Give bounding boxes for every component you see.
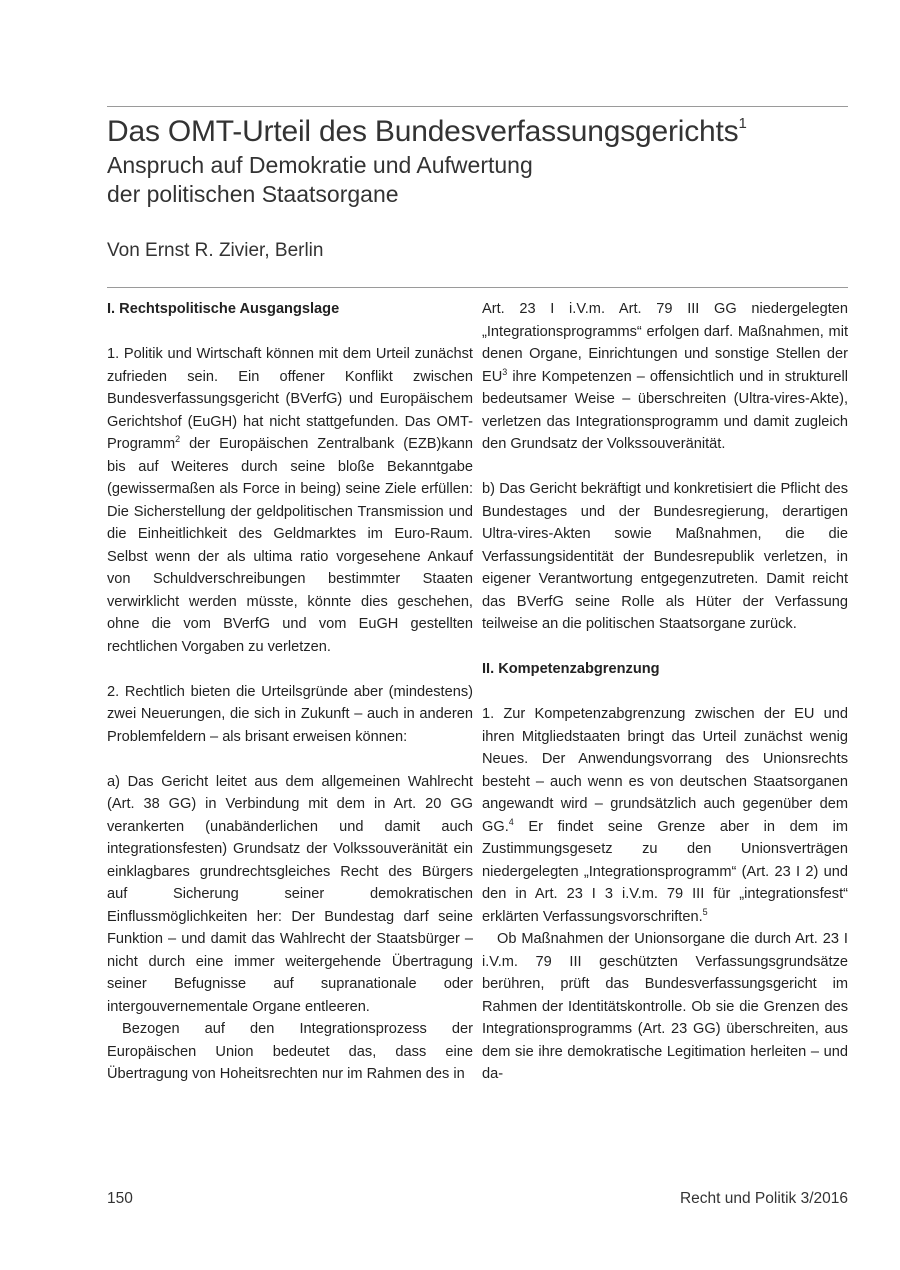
header-divider [107,287,848,288]
right-column [482,298,848,1086]
footnote-marker[interactable]: 4 [508,816,514,827]
paragraph: b) Das Gericht bekräftigt und konkretisiert die Pflicht des Bundestages und der Bundesregierung, derartigen Ultra-vires-Akten sowie Maßnahmen, die die Verfassungsidentität der Bundesrepublik verletzen, in eigener Verantwortung entgegenzutreten. Damit reicht das BVerfG seine Rolle als Hüter der Verfassung teilweise an die politischen Staatsorgane zurück. [482,481,848,632]
paragraph: 1. Zur Kompetenzabgrenzung zwischen der EU und ihren Mitgliedstaaten bringt das Urteil zunächst wenig Neues. Der Anwendungsvorrang des Unionsrechts besteht – auch wenn es von deutschen Staatsorganen angewandt wird – grundsätzlich auch gegenüber dem GG.$^4$ Er findet seine Grenze aber in dem im Zustimmungsgesetz zu den Unionsverträgen niedergelegten „Integrationsprogramm“ (Art. 23 I 2) und den in Art. 23 I 3 i.V.m. 79 III für „integrationsfest“ erklärten Verfassungsvorschriften.$^5$ [482,706,848,925]
paragraph: 2. Rechtlich bieten die Urteilsgründe aber (mindestens) zwei Neuerungen, die sich in Zukunft – auch in anderen Problemfeldern – als brisant erweisen können: [107,683,473,745]
section-heading-2: II. Kompetenzabgrenzung [482,661,660,677]
footnote-marker[interactable]: 2 [175,434,181,444]
article-subtitle-line-2: der politischen Staatsorgane [107,181,399,207]
page-number: 150 [107,1190,133,1207]
paragraph: Ob Maßnahmen der Unionsorgane die durch Art. 23 I i.V.m. 79 III geschützten Verfassungsgrundsätze berühren, prüft das Bundesverfassungsgericht im Rahmen der Identitätskontrolle. Ob sie die Grenzen des Integrationsprogramms (Art. 23 GG) überschreiten, aus dem sie ihre demokratische Legitimation herleiten – und da- [482,931,848,1082]
journal-reference: Recht und Politik 3/2016 [679,1190,848,1207]
left-column [107,298,473,1086]
paragraph: Bezogen auf den Integrationsprozess der Europäischen Union bedeutet das, dass eine Übertragung von Hoheitsrechten nur im Rahmen des in [107,1021,473,1082]
article-title: Das OMT-Urteil des Bundesverfassungsgerichts$^1$ [107,115,747,148]
title-footnote-marker[interactable]: 1 [738,115,747,132]
top-rule [107,106,848,107]
section-heading-1: I. Rechtspolitische Ausgangslage [107,301,340,317]
article-subtitle-line-1: Anspruch auf Demokratie und Aufwertung [107,152,533,178]
paragraph: Art. 23 I i.V.m. Art. 79 III GG niedergelegten „Integrationsprogramms“ erfolgen darf. Maßnahmen, mit denen Organe, Einrichtungen und sonstige Stellen der EU$^3$ ihre Kompetenzen – offensichtlich und in strukturell bedeutsamer Weise – überschreiten (Ultra-vires-Akte), verletzen das Integrationsprogramm und damit zugleich den Grundsatz der Volkssouveränität. [482,301,848,452]
paragraph: 1. Politik und Wirtschaft können mit dem Urteil zunächst zufrieden sein. Ein offener Konflikt zwischen Bundesverfassungsgericht (BVerfG) und Europäischem Gerichtshof (EuGH) hat nicht stattgefunden. Das OMT-Programm$^2$ der Europäischen Zentralbank (EZB)kann bis auf Weiteres durch seine bloße Bekanntgabe (gewissermaßen als Force in being) seine Ziele erfüllen: Die Sicherstellung der geldpolitischen Transmission und die Einheitlichkeit des Geldmarktes im Euro-Raum. Selbst wenn der als ultima ratio vorgesehene Ankauf von Schuldverschreibungen bestimmter Staaten verwirklicht werden müsste, könnte dies geschehen, ohne die vom BVerfG und vom EuGH gestellten rechtlichen Vorgaben zu verletzen. [107,346,473,655]
footnote-marker[interactable]: 5 [702,906,708,917]
title-block [107,114,848,208]
footnote-marker[interactable]: 3 [502,366,508,377]
author-line: Von Ernst R. Zivier, Berlin [107,240,324,261]
paragraph: a) Das Gericht leitet aus dem allgemeinen Wahlrecht (Art. 38 GG) in Verbindung mit dem in Art. 20 GG verankerten (unabänderlichen und damit auch integrationsfesten) Grundsatz der Volkssouveränität ein einklagbares grundrechtsgleiches Recht des Bürgers auf Sicherung seiner demokratischen Einflussmöglichkeiten her: Der Bundestag darf seine Funktion – und damit das Wahlrecht der Staatsbürger – nicht durch eine immer weitergehende Übertragung seiner Befugnisse auf supranationale oder intergouvernementale Organe entleeren. [107,773,473,1015]
